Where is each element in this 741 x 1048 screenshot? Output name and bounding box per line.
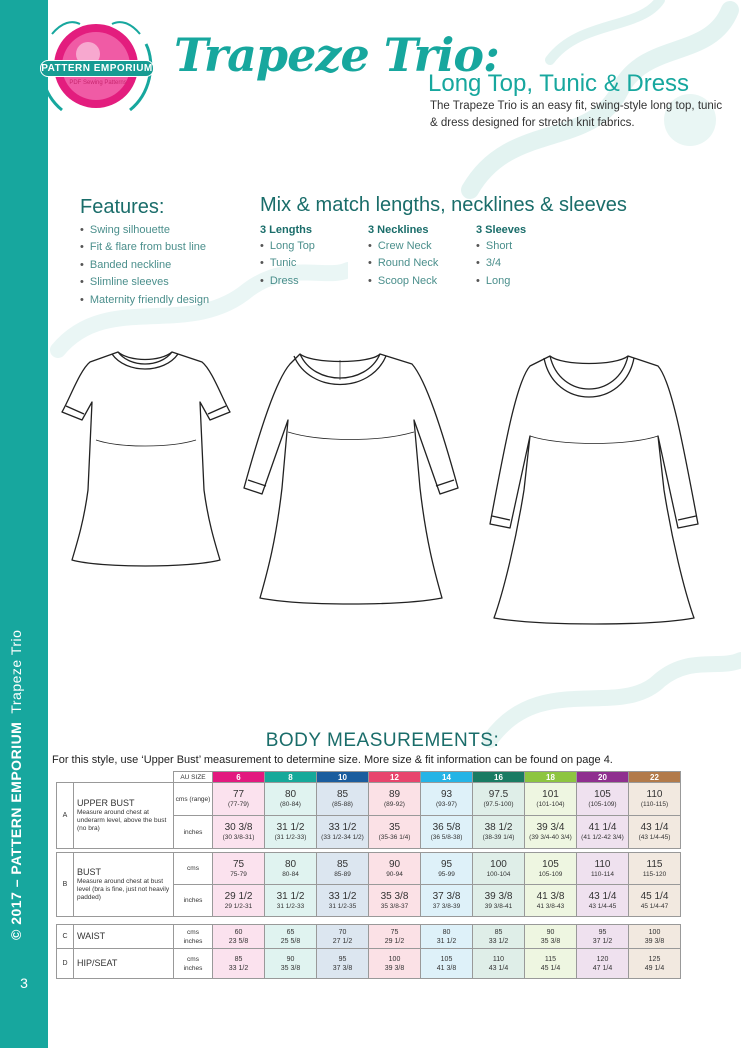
table-cell: 110 (110-115)	[629, 783, 681, 816]
size-header: 8	[265, 772, 317, 783]
table-cell: 89 (89-92)	[369, 783, 421, 816]
table-cell: 45 1/4 45 1/4-47	[629, 885, 681, 917]
column-heading: 3 Lengths	[260, 224, 312, 236]
size-header: 14	[421, 772, 473, 783]
table-cell: 110 43 1/4	[473, 949, 525, 979]
table-cell: 35 3/8 35 3/8-37	[369, 885, 421, 917]
tunic-illustration	[244, 354, 458, 604]
size-header: 12	[369, 772, 421, 783]
measurements-table-waist-hip	[56, 924, 681, 979]
row-letter: A	[57, 783, 74, 849]
table-cell: 97.5 (97.5-100)	[473, 783, 525, 816]
dress-illustration	[490, 356, 698, 624]
list-item: • Short	[476, 238, 526, 255]
table-cell: 65 25 5/8	[265, 925, 317, 949]
copyright-text: © 2017 – PATTERN EMPORIUM	[8, 721, 24, 940]
mix-heading: Mix & match lengths, necklines & sleeves	[260, 194, 627, 216]
table-cell: 33 1/2 (33 1/2-34 1/2)	[317, 816, 369, 849]
table-cell: 120 47 1/4	[577, 949, 629, 979]
row-letter: D	[57, 949, 74, 979]
table-cell: 125 49 1/4	[629, 949, 681, 979]
table-cell: 85 85-89	[317, 853, 369, 885]
table-cell: 41 3/8 41 3/8-43	[525, 885, 577, 917]
intro-text: The Trapeze Trio is an easy fit, swing-style long top, tunic & dress designed for stretch knit fabrics.	[430, 100, 723, 129]
unit-label: cms inches	[174, 949, 213, 979]
table-cell: 105 (105-109)	[577, 783, 629, 816]
table-cell: 105 105-109	[525, 853, 577, 885]
logo-subtext: PDF Sewing Patterns	[69, 80, 127, 86]
table-cell: 31 1/2 (31 1/2-33)	[265, 816, 317, 849]
table-cell: 100 100-104	[473, 853, 525, 885]
table-cell: 33 1/2 31 1/2-35	[317, 885, 369, 917]
table-cell: 43 1/4 43 1/4-45	[577, 885, 629, 917]
unit-label: cms inches	[174, 925, 213, 949]
table-cell: 75 75-79	[213, 853, 265, 885]
features-list	[80, 222, 209, 309]
table-cell: 95 95-99	[421, 853, 473, 885]
list-item: • Round Neck	[368, 255, 438, 272]
column-heading: 3 Sleeves	[476, 224, 527, 236]
page-subtitle: Long Top, Tunic & Dress	[428, 70, 690, 97]
table-cell: 41 1/4 (41 1/2-42 3/4)	[577, 816, 629, 849]
list-item: • Banded neckline	[80, 257, 209, 274]
row-description: WAIST	[74, 925, 174, 949]
unit-label: inches	[174, 816, 213, 849]
unit-label: cms (range)	[174, 783, 213, 816]
table-cell: 93 (93-97)	[421, 783, 473, 816]
table-cell: 29 1/2 29 1/2-31	[213, 885, 265, 917]
table-cell: 30 3/8 (30 3/8-31)	[213, 816, 265, 849]
page-title: Trapeze Trio:	[174, 28, 500, 82]
sidebar-vertical-text	[8, 630, 24, 940]
unit-label: cms	[174, 853, 213, 885]
list-item: • Swing silhouette	[80, 222, 209, 239]
garment-illustrations	[60, 340, 720, 630]
table-cell: 100 39 3/8	[369, 949, 421, 979]
lengths-column	[260, 222, 315, 290]
list-item: • Slimline sleeves	[80, 274, 209, 291]
list-item: • 3/4	[476, 255, 526, 272]
table-cell: 105 41 3/8	[421, 949, 473, 979]
table-cell: 85 33 1/2	[473, 925, 525, 949]
list-item: • Long Top	[260, 238, 315, 255]
measurements-note: For this style, use ‘Upper Bust’ measurement to determine size. More size & fit information can be found on page 4.	[52, 754, 613, 766]
row-description: UPPER BUST Measure around chest at underarm level, above the bust (no bra)	[74, 783, 174, 849]
row-letter: B	[57, 853, 74, 917]
long-top-illustration	[62, 352, 230, 566]
table-cell: 39 3/8 39 3/8-41	[473, 885, 525, 917]
row-description: HIP/SEAT	[74, 949, 174, 979]
table-cell: 90 35 3/8	[265, 949, 317, 979]
size-header: 6	[213, 772, 265, 783]
table-cell: 90 90-94	[369, 853, 421, 885]
list-item: • Dress	[260, 273, 315, 290]
table-cell: 95 37 3/8	[317, 949, 369, 979]
table-cell: 115 115-120	[629, 853, 681, 885]
list-item: • Fit & flare from bust line	[80, 239, 209, 256]
size-header: 20	[577, 772, 629, 783]
list-item: • Crew Neck	[368, 238, 438, 255]
table-cell: 90 35 3/8	[525, 925, 577, 949]
table-cell: 60 23 5/8	[213, 925, 265, 949]
necklines-column	[368, 222, 438, 290]
list-item: • Tunic	[260, 255, 315, 272]
table-cell: 80 31 1/2	[421, 925, 473, 949]
unit-label: inches	[174, 885, 213, 917]
table-cell: 39 3/4 (39 3/4-40 3/4)	[525, 816, 577, 849]
table-cell: 36 5/8 (36 5/8-38)	[421, 816, 473, 849]
pattern-name-text: Trapeze Trio	[8, 629, 24, 714]
sleeves-column	[476, 222, 526, 290]
size-header: 10	[317, 772, 369, 783]
table-cell: 100 39 3/8	[629, 925, 681, 949]
page-number: 3	[20, 975, 28, 991]
list-item: • Long	[476, 273, 526, 290]
list-item: • Maternity friendly design	[80, 292, 209, 309]
column-heading: 3 Necklines	[368, 224, 429, 236]
table-cell: 115 45 1/4	[525, 949, 577, 979]
row-letter: C	[57, 925, 74, 949]
logo-text: PATTERN EMPORIUM	[40, 60, 154, 77]
table-cell: 101 (101-104)	[525, 783, 577, 816]
features-heading: Features:	[80, 196, 165, 218]
size-header: 16	[473, 772, 525, 783]
table-cell: 80 (80-84)	[265, 783, 317, 816]
measurements-title: BODY MEASUREMENTS:	[265, 730, 500, 751]
au-size-label: AU SIZE	[174, 772, 213, 783]
table-cell: 35 (35-36 1/4)	[369, 816, 421, 849]
measurements-table-upper-bust	[56, 771, 681, 849]
table-cell: 110 110-114	[577, 853, 629, 885]
table-cell: 37 3/8 37 3/8-39	[421, 885, 473, 917]
table-cell: 31 1/2 31 1/2-33	[265, 885, 317, 917]
table-cell: 77 (77-79)	[213, 783, 265, 816]
table-cell: 75 29 1/2	[369, 925, 421, 949]
table-cell: 85 33 1/2	[213, 949, 265, 979]
size-header: 18	[525, 772, 577, 783]
size-header: 22	[629, 772, 681, 783]
table-cell: 85 (85-88)	[317, 783, 369, 816]
list-item: • Scoop Neck	[368, 273, 438, 290]
row-description: BUST Measure around chest at bust level (bra is fine, just not heavily padded)	[74, 853, 174, 917]
measurements-table-bust	[56, 852, 681, 917]
table-cell: 43 1/4 (43 1/4-45)	[629, 816, 681, 849]
table-cell: 80 80-84	[265, 853, 317, 885]
table-cell: 70 27 1/2	[317, 925, 369, 949]
table-cell: 95 37 1/2	[577, 925, 629, 949]
table-cell: 38 1/2 (38-39 1/4)	[473, 816, 525, 849]
